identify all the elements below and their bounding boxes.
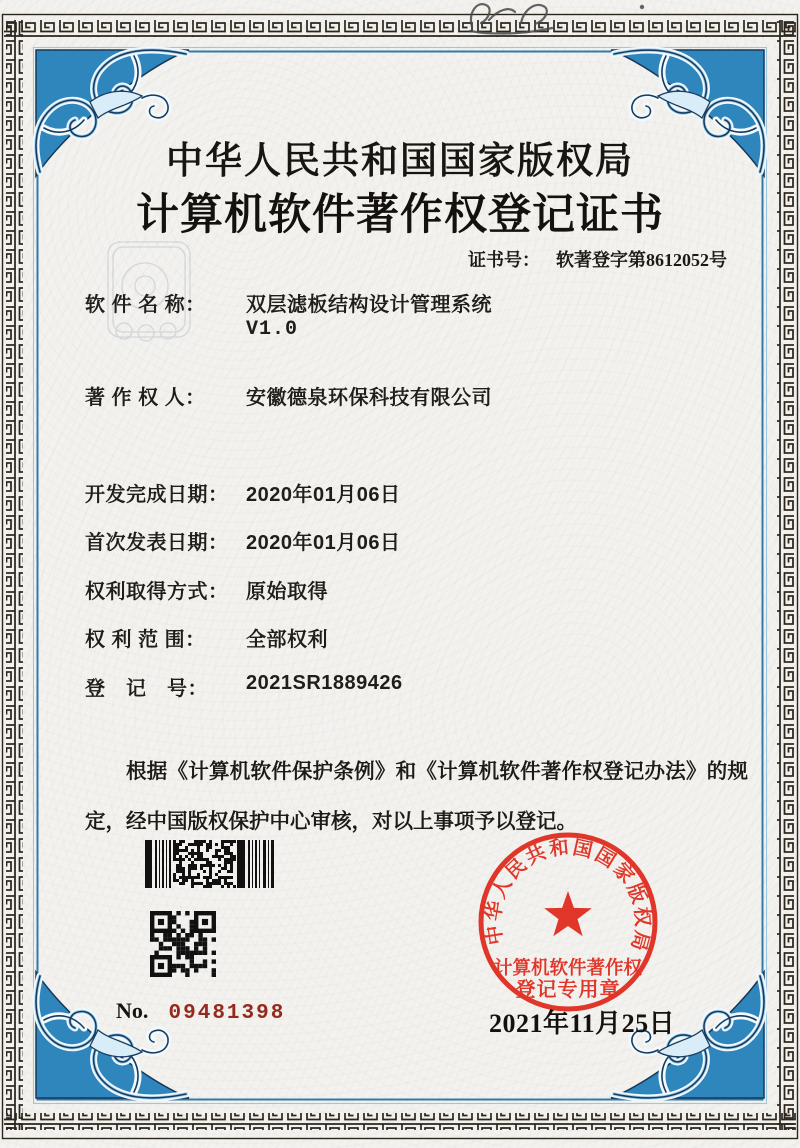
field-value: 2021SR1889426 <box>246 672 403 694</box>
serial-number: 09481398 <box>168 1002 286 1025</box>
field-label: 权利取得方式： <box>85 581 229 603</box>
field-software-name <box>85 288 745 341</box>
certificate-number-value: 软著登字第8612052号 <box>556 250 727 270</box>
certificate-title: 计算机软件著作权登记证书 <box>136 192 664 239</box>
field-value: 安徽德泉环保科技有限公司 <box>246 387 492 409</box>
field-value: 双层滤板结构设计管理系统 <box>246 294 492 316</box>
official-seal <box>458 812 678 1032</box>
serial-prefix: No. <box>116 998 149 1023</box>
barcode <box>145 840 275 888</box>
qr-code <box>150 911 216 977</box>
field-registration-number <box>85 672 745 702</box>
issue-date: 2021年11月25日 <box>489 1009 676 1038</box>
field-label: 著 作 权 人： <box>85 387 206 409</box>
greek-key-band-top <box>4 20 796 37</box>
field-dev-complete-date <box>85 478 745 508</box>
field-label: 开发完成日期： <box>85 484 229 506</box>
field-label: 权 利 范 围： <box>85 629 206 651</box>
field-first-publish-date <box>85 526 745 556</box>
seal-line2: 登记专用章 <box>515 979 621 1001</box>
field-value: 全部权利 <box>246 629 328 651</box>
seal-star-icon <box>544 891 592 936</box>
field-value-version: V1.0 <box>246 318 299 341</box>
field-value: 原始取得 <box>246 581 328 603</box>
registration-statement: 根据《计算机软件保护条例》和《计算机软件著作权登记办法》的规定，经中国版权保护中心审核，对以上事项予以登记。 <box>85 760 748 833</box>
greek-key-band-bottom <box>4 1113 796 1130</box>
field-value: 2020年01月06日 <box>246 532 401 554</box>
certificate-number-line <box>468 246 727 272</box>
field-rights-scope <box>85 623 745 653</box>
field-value: 2020年01月06日 <box>246 484 401 506</box>
field-label: 登 记 号： <box>85 678 208 700</box>
field-label: 软 件 名 称： <box>85 294 206 316</box>
field-label: 首次发表日期： <box>85 532 229 554</box>
authority-title: 中华人民共和国国家版权局 <box>166 141 634 182</box>
seal-ring-text: 中华人民共和国国家版权局 <box>483 837 653 956</box>
corner-flourish-bottom-left <box>36 972 189 1098</box>
certificate-number-label: 证书号： <box>468 250 540 270</box>
field-copyright-owner <box>85 381 745 411</box>
field-rights-acquisition <box>85 575 745 605</box>
seal-line1: 计算机软件著作权 <box>493 959 643 979</box>
serial-number-line <box>116 998 285 1025</box>
